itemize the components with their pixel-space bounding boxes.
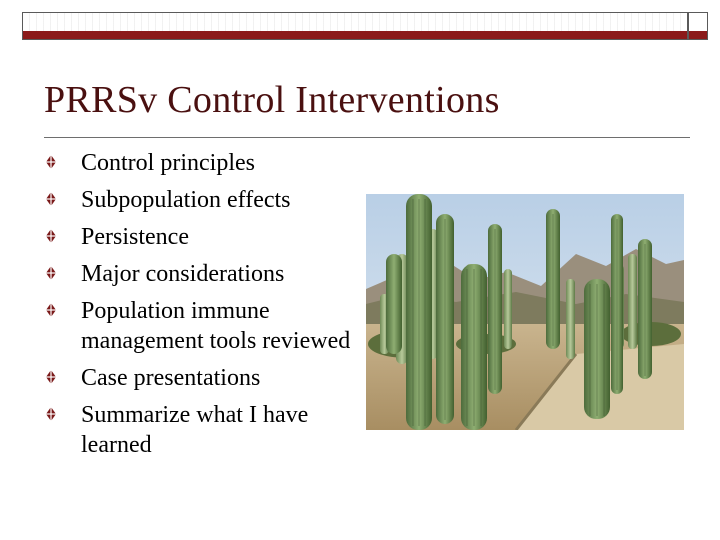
title-divider xyxy=(44,137,690,138)
diamond-bullet-icon xyxy=(44,226,58,246)
header-band xyxy=(22,12,688,40)
diamond-bullet-icon xyxy=(44,404,58,424)
diamond-bullet-icon xyxy=(44,300,58,320)
bullet-item xyxy=(44,185,364,215)
header-corner-accent xyxy=(689,31,707,39)
bullet-text: Major considerations xyxy=(81,261,285,287)
bullet-item xyxy=(44,259,364,289)
diamond-bullet-icon xyxy=(44,367,58,387)
bullet-item xyxy=(44,148,364,178)
diamond-bullet-icon xyxy=(44,263,58,283)
cactus-photo-illustration xyxy=(366,194,684,430)
bullet-text: Summarize what I have learned xyxy=(81,402,309,458)
bullet-item xyxy=(44,363,364,393)
header-corner-box xyxy=(688,12,708,40)
bullet-item xyxy=(44,400,364,460)
slide-title: PRRSv Control Interventions xyxy=(44,79,500,121)
cactus-photo xyxy=(366,194,684,430)
diamond-bullet-icon xyxy=(44,152,58,172)
bullet-list xyxy=(44,148,364,467)
bullet-text: Subpopulation effects xyxy=(81,187,291,213)
bullet-text: Persistence xyxy=(81,224,189,250)
bullet-text: Control principles xyxy=(81,150,255,176)
diamond-bullet-icon xyxy=(44,189,58,209)
bullet-text: Case presentations xyxy=(81,365,261,391)
header-band-texture xyxy=(23,13,687,31)
bullet-text: Population immune management tools reviewed xyxy=(81,298,351,354)
bullet-item xyxy=(44,296,364,356)
header-accent-bar xyxy=(23,31,687,39)
bullet-item xyxy=(44,222,364,252)
